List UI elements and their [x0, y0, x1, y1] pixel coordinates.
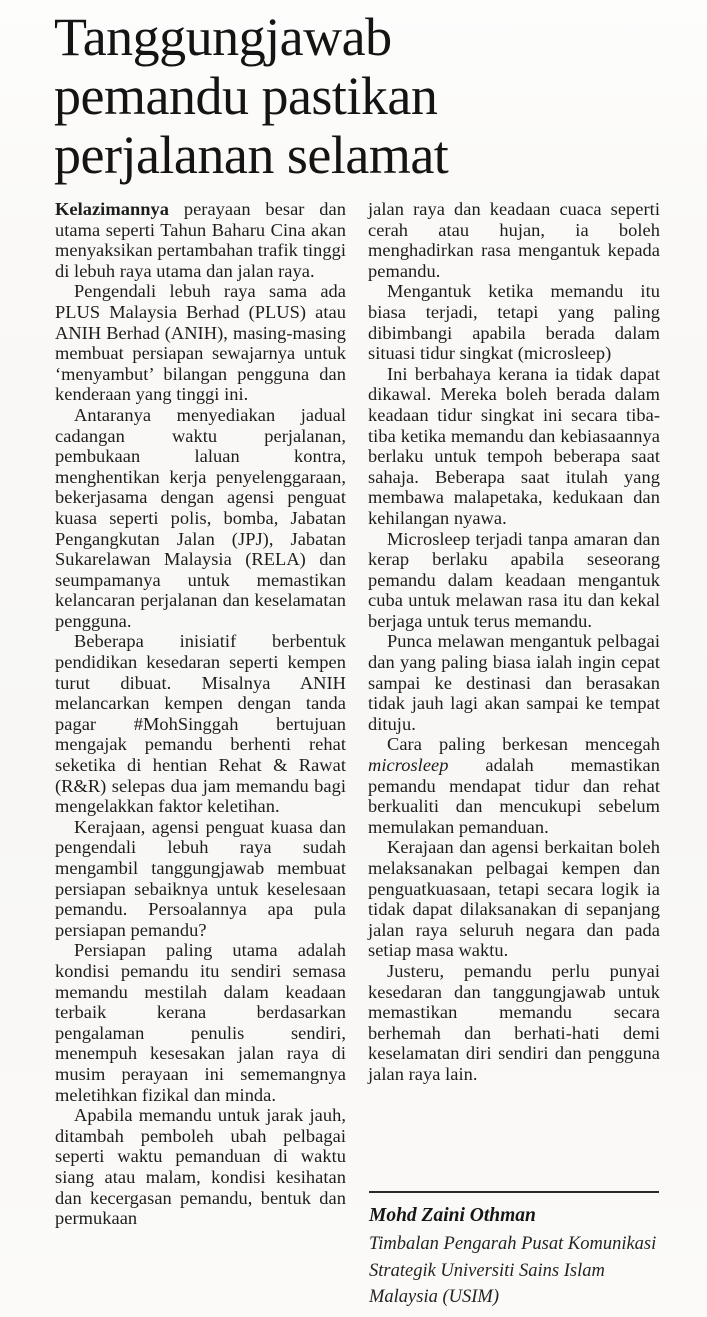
paragraph-text: adalah memastikan pemandu mendapat tidur dan rehat berkualiti dan mencukupi sebelum memulakan pemanduan.: [368, 755, 660, 837]
paragraph-text: perayaan besar dan utama seperti Tahun Baharu Cina akan menyaksikan pertambahan trafik tinggi di lebuh raya utama dan jalan raya.: [55, 199, 346, 281]
author-title: Timbalan Pengarah Pusat Komunikasi Strategik Universiti Sains Islam Malaysia (USIM): [369, 1234, 657, 1307]
paragraph-text: jalan raya dan keadaan cuaca seperti cerah atau hujan, ia boleh menghadirkan rasa mengantuk kepada pemandu.: [368, 199, 660, 281]
paragraph-text: Microsleep terjadi tanpa amaran dan kerap berlaku apabila seseorang pemandu dalam keadaan mengantuk cuba untuk melawan rasa itu dan kekal berjaga untuk terus memandu.: [368, 528, 660, 631]
article-paragraph: [368, 281, 660, 363]
article-column-right: [368, 199, 660, 1085]
article-paragraph: [55, 631, 346, 816]
article-paragraph: [368, 734, 660, 837]
article-paragraph: [55, 405, 346, 632]
article-paragraph: [368, 631, 660, 734]
paragraph-text: Punca melawan mengantuk pelbagai dan yang paling biasa ialah ingin cepat sampai ke destinasi dan berasakan tidak jauh lagi akan sampai ke tempat dituju.: [368, 631, 660, 734]
article-paragraph: [368, 364, 660, 529]
headline-line-3: perjalanan selamat: [54, 125, 449, 185]
paragraph-text: Kerajaan, agensi penguat kuasa dan pengendali lebuh raya sudah mengambil tanggungjawab membuat persiapan sebaiknya untuk keselesaan pemandu. Persoalannya apa pula persiapan pemandu?: [55, 816, 346, 940]
article-paragraph: [55, 817, 346, 941]
headline-line-2: pemandu pastikan: [54, 66, 438, 126]
byline-divider: [369, 1191, 659, 1193]
article-paragraph: [368, 837, 660, 961]
paragraph-text: Pengendali lebuh raya sama ada PLUS Malaysia Berhad (PLUS) atau ANIH Berhad (ANIH), masing-masing membuat persiapan sewajarnya untuk ‘menyambut’ bilangan pengguna dan kenderaan yang tinggi ini.: [55, 281, 346, 405]
paragraph-text: Apabila memandu untuk jarak jauh, ditambah pemboleh ubah pelbagai seperti waktu pemanduan di waktu siang atau malam, kondisi kesihatan dan kecergasan pemandu, bentuk dan permukaan: [55, 1105, 346, 1229]
paragraph-text: Kerajaan dan agensi berkaitan boleh melaksanakan pelbagai kempen dan penguatkuasaan, tetapi secara logik ia tidak dapat dilaksanakan di sepanjang jalan raya seluruh negara dan pada setiap masa waktu.: [368, 837, 660, 961]
paragraph-text: Mengantuk ketika memandu itu biasa terjadi, tetapi yang paling dibimbangi apabila berada dalam situasi tidur singkat (microsleep): [368, 281, 660, 364]
paragraph-text: Ini berbahaya kerana ia tidak dapat dikawal. Mereka boleh berada dalam keadaan tidur singkat ini secara tiba-tiba ketika memandu dan kebiasaannya berlaku untuk tempoh beberapa saat sahaja. Beberapa saat itulah yang membawa malapetaka, kedukaan dan kehilangan nyawa.: [368, 363, 660, 528]
article-paragraph: [55, 281, 346, 405]
article-paragraph: [368, 961, 660, 1085]
paragraph-text: Beberapa inisiatif berbentuk pendidikan kesedaran seperti kempen turut dibuat. Misalnya ANIH melancarkan kempen dengan tanda pagar #MohSinggah bertujuan mengajak pemandu berhenti rehat seketika di hentian Rehat & Rawat (R&R) selepas dua jam memandu bagi mengelakkan faktor keletihan.: [55, 631, 346, 817]
headline: [54, 8, 674, 185]
byline: [369, 1191, 659, 1311]
article-paragraph: [55, 1105, 346, 1229]
paragraph-text: Cara paling berkesan mencegah: [387, 734, 660, 755]
italic-term: microsleep: [368, 755, 449, 776]
article-paragraph: [368, 199, 660, 281]
headline-line-1: Tanggungjawab: [54, 7, 392, 67]
article-paragraph: [368, 529, 660, 632]
paragraph-text: Justeru, pemandu perlu punyai kesedaran dan tanggungjawab untuk memastikan memandu secara berhemah dan berhati-hati demi keselamatan diri sendiri dan pengguna jalan raya lain.: [368, 960, 660, 1084]
article-paragraph: [55, 199, 346, 281]
lead-word-bold: Kelazimannya: [55, 199, 170, 219]
paragraph-text: Persiapan paling utama adalah kondisi pemandu itu sendiri semasa memandu mestilah dalam keadaan terbaik kerana berdasarkan pengalaman penulis sendiri, menempuh kesesakan jalan raya di musim perayaan ini sememangnya meletihkan fizikal dan minda.: [55, 940, 346, 1105]
article-paragraph: [55, 940, 346, 1105]
paragraph-text: Antaranya menyediakan jadual cadangan waktu perjalanan, pembukaan laluan kontra, menghentikan kerja penyelenggaraan, bekerjasama dengan agensi penguat kuasa seperti polis, bomba, Jabatan Pengangkutan Jalan (JPJ), Jabatan Sukarelawan Malaysia (RELA) dan seumpamanya untuk memastikan kelancaran perjalanan dan keselamatan pengguna.: [55, 404, 346, 631]
author-name: Mohd Zaini Othman: [369, 1205, 536, 1226]
article-column-left: [55, 199, 346, 1229]
